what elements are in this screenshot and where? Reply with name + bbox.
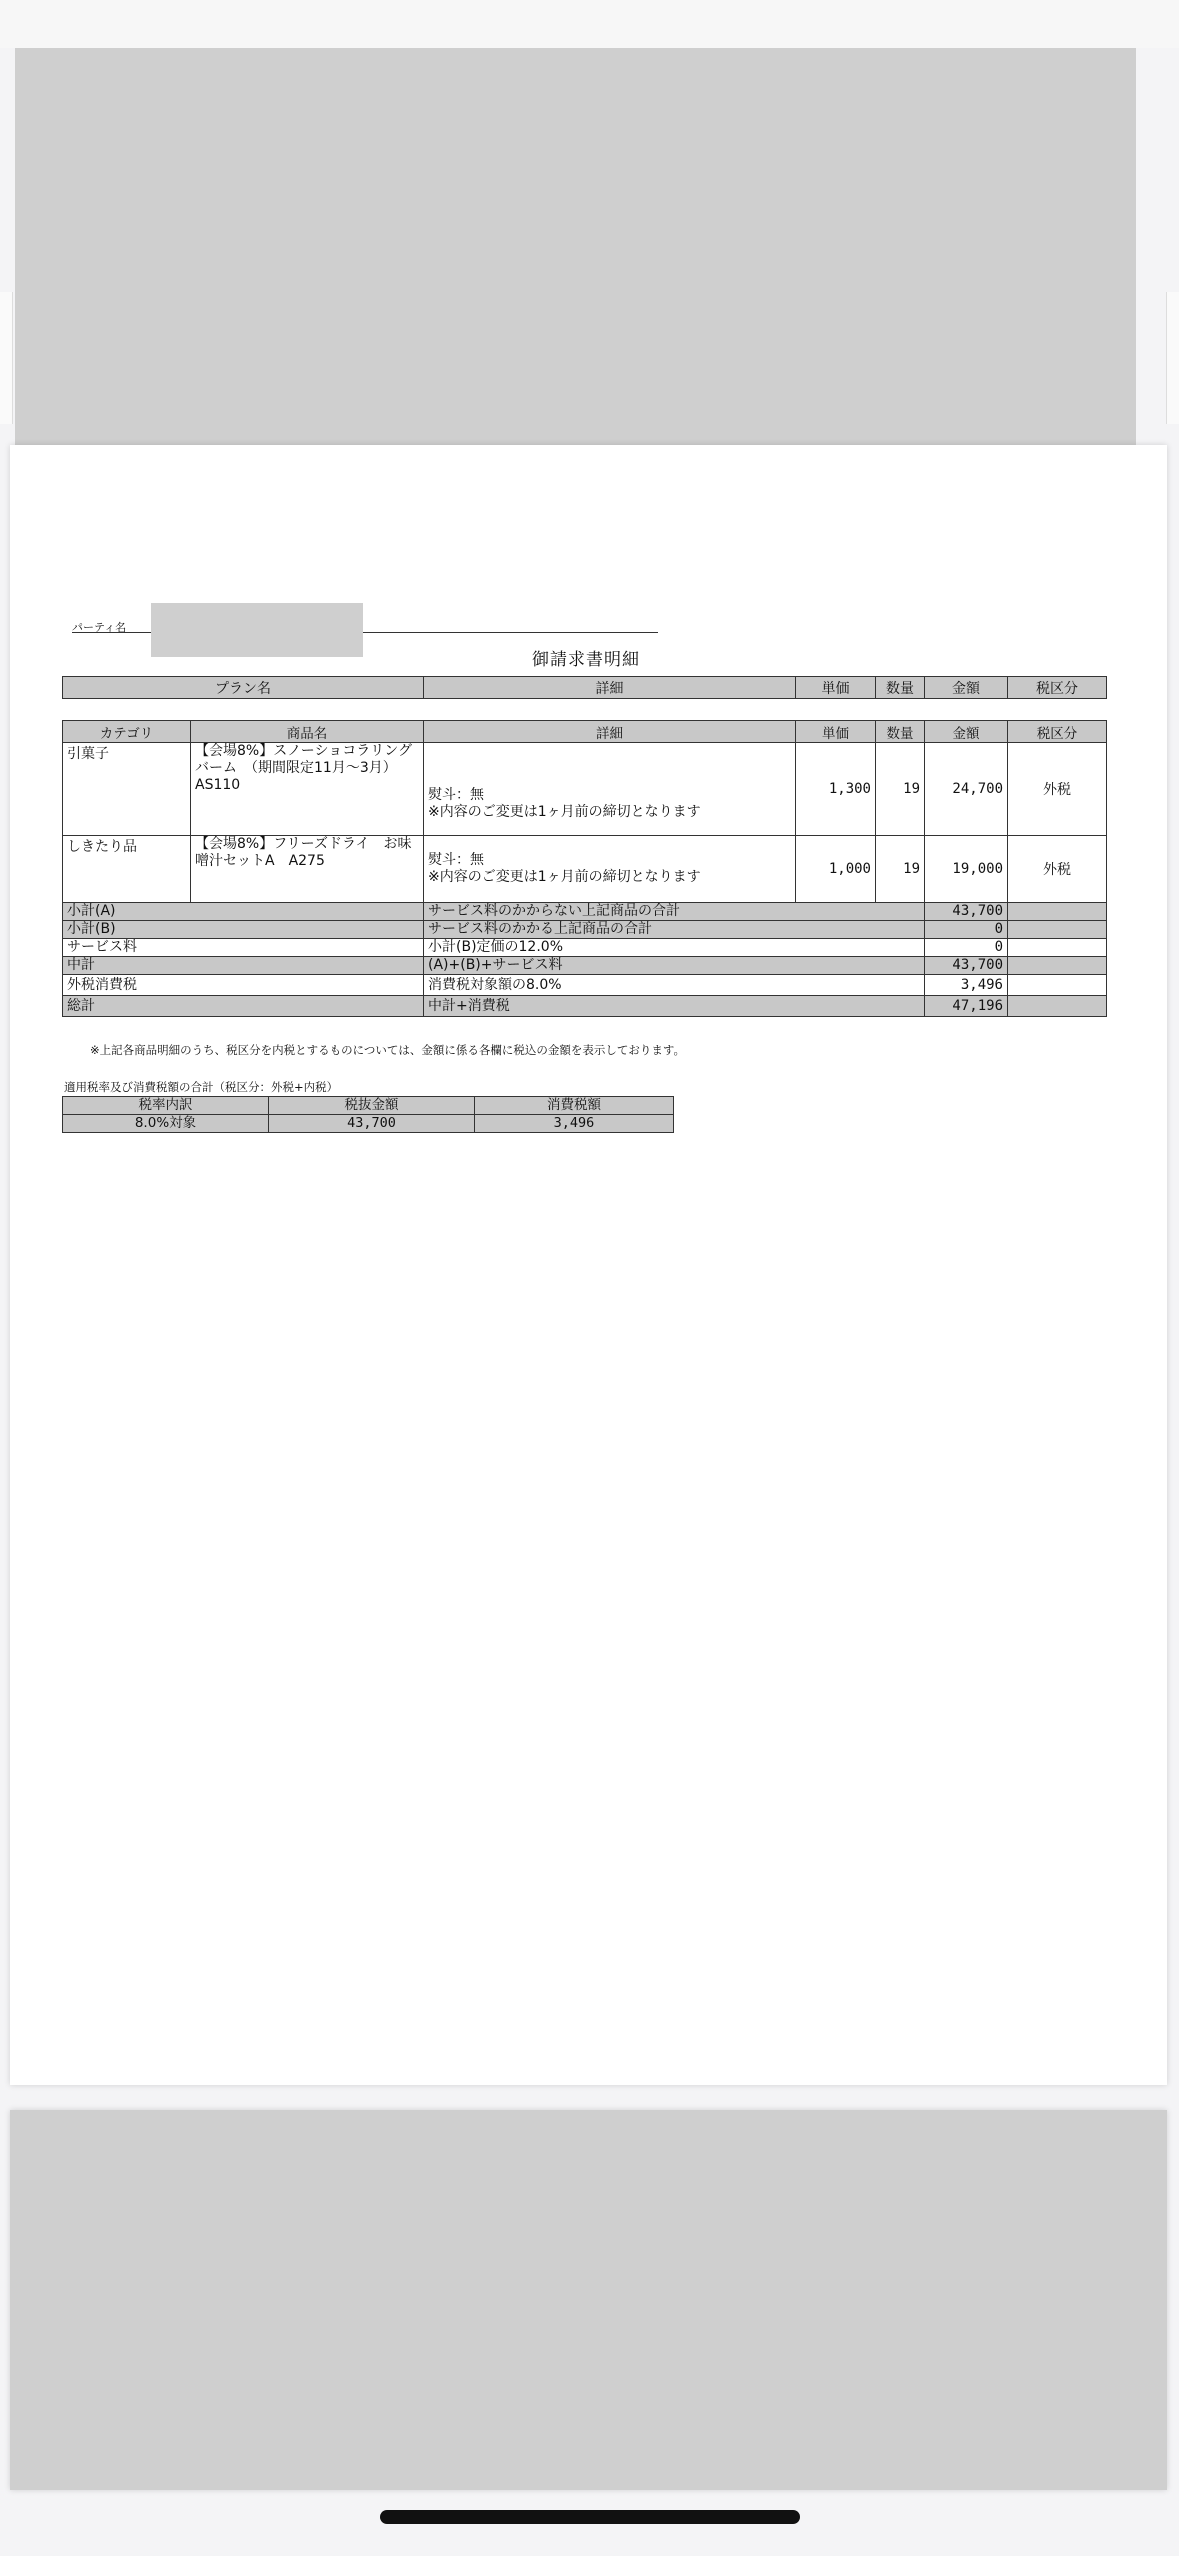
total-blank xyxy=(1008,921,1107,939)
item-category: 引菓子 xyxy=(63,743,191,836)
tax-net-amount: 43,700 xyxy=(269,1115,475,1133)
col-quantity: 数量 xyxy=(876,721,925,743)
tax-summary-caption: 適用税率及び消費税額の合計（税区分：外税+内税） xyxy=(64,1080,339,1094)
service-charge-row xyxy=(63,939,1107,957)
tax-rate: 8.0%対象 xyxy=(63,1115,269,1133)
col-tax-type: 税区分 xyxy=(1008,721,1107,743)
home-indicator[interactable] xyxy=(380,2510,800,2524)
total-amount: 43,700 xyxy=(925,903,1008,921)
tax-summary-table xyxy=(62,1096,674,1133)
total-desc: 小計(B)定価の12.0% xyxy=(424,939,925,957)
item-quantity: 19 xyxy=(876,836,925,903)
table-row xyxy=(63,743,1107,836)
total-desc: 中計+消費税 xyxy=(424,996,925,1017)
col-tax-type: 税区分 xyxy=(1008,677,1107,699)
total-label: 総計 xyxy=(63,996,424,1017)
item-tax-type: 外税 xyxy=(1008,743,1107,836)
tax-inclusive-footnote: ※上記各商品明細のうち、税区分を内税とするものについては、金額に係る各欄に税込の金額を表示しております。 xyxy=(90,1043,685,1057)
party-name-label: パーティ名 xyxy=(72,621,127,634)
item-detail xyxy=(424,743,796,836)
grand-total-row xyxy=(63,996,1107,1017)
col-amount: 金額 xyxy=(925,721,1008,743)
total-desc: サービス料のかかる上記商品の合計 xyxy=(424,921,925,939)
total-amount: 0 xyxy=(925,939,1008,957)
plan-table-header xyxy=(63,677,1107,699)
col-quantity: 数量 xyxy=(876,677,925,699)
items-table xyxy=(62,720,1107,1017)
subtotal-b-row xyxy=(63,921,1107,939)
item-detail-note: ※内容のご変更は1ヶ月前の締切となります xyxy=(428,804,701,820)
tax-summary-header xyxy=(63,1097,674,1115)
total-amount: 47,196 xyxy=(925,996,1008,1017)
col-plan-name: プラン名 xyxy=(63,677,424,699)
item-name: 【会場8%】スノーショコラリングバーム （期間限定11月〜3月）AS110 xyxy=(191,743,424,836)
total-label: 外税消費税 xyxy=(63,975,424,996)
col-unit-price: 単価 xyxy=(796,677,876,699)
col-tax-rate: 税率内訳 xyxy=(63,1097,269,1115)
total-blank xyxy=(1008,996,1107,1017)
total-label: 小計(A) xyxy=(63,903,424,921)
col-product-name: 商品名 xyxy=(191,721,424,743)
invoice-page xyxy=(10,445,1167,2085)
previous-page-edge-left xyxy=(0,292,13,424)
tax-amount: 3,496 xyxy=(475,1115,674,1133)
document-title: 御請求書明細 xyxy=(532,650,640,670)
col-category: カテゴリ xyxy=(63,721,191,743)
col-amount: 金額 xyxy=(925,677,1008,699)
total-desc: (A)+(B)+サービス料 xyxy=(424,957,925,975)
item-detail-noshi: 熨斗：無 xyxy=(428,852,484,868)
total-desc: サービス料のかからない上記商品の合計 xyxy=(424,903,925,921)
total-label: 小計(B) xyxy=(63,921,424,939)
item-unit-price: 1,000 xyxy=(796,836,876,903)
item-tax-type: 外税 xyxy=(1008,836,1107,903)
plan-table xyxy=(62,676,1107,699)
total-blank xyxy=(1008,957,1107,975)
total-blank xyxy=(1008,903,1107,921)
table-row xyxy=(63,836,1107,903)
item-unit-price: 1,300 xyxy=(796,743,876,836)
item-name: 【会場8%】フリーズドライ お味噌汁セットA A275 xyxy=(191,836,424,903)
col-detail: 詳細 xyxy=(424,721,796,743)
col-unit-price: 単価 xyxy=(796,721,876,743)
consumption-tax-row xyxy=(63,975,1107,996)
previous-page-edge-right xyxy=(1166,292,1179,424)
total-amount: 43,700 xyxy=(925,957,1008,975)
top-status-area xyxy=(0,0,1179,48)
col-detail: 詳細 xyxy=(424,677,796,699)
middle-total-row xyxy=(63,957,1107,975)
item-amount: 19,000 xyxy=(925,836,1008,903)
item-amount: 24,700 xyxy=(925,743,1008,836)
total-label: 中計 xyxy=(63,957,424,975)
col-tax-amount: 消費税額 xyxy=(475,1097,674,1115)
item-detail-note: ※内容のご変更は1ヶ月前の締切となります xyxy=(428,869,701,885)
total-desc: 消費税対象額の8.0% xyxy=(424,975,925,996)
total-blank xyxy=(1008,939,1107,957)
table-row xyxy=(63,1115,674,1133)
items-table-header xyxy=(63,721,1107,743)
item-detail xyxy=(424,836,796,903)
item-category: しきたり品 xyxy=(63,836,191,903)
total-label: サービス料 xyxy=(63,939,424,957)
redacted-party-name xyxy=(151,603,363,657)
item-detail-noshi: 熨斗：無 xyxy=(428,787,484,803)
item-quantity: 19 xyxy=(876,743,925,836)
total-amount: 0 xyxy=(925,921,1008,939)
total-blank xyxy=(1008,975,1107,996)
next-page xyxy=(10,2110,1167,2490)
redacted-region-bottom xyxy=(10,2110,1167,2490)
total-amount: 3,496 xyxy=(925,975,1008,996)
col-net-amount: 税抜金額 xyxy=(269,1097,475,1115)
subtotal-a-row xyxy=(63,903,1107,921)
